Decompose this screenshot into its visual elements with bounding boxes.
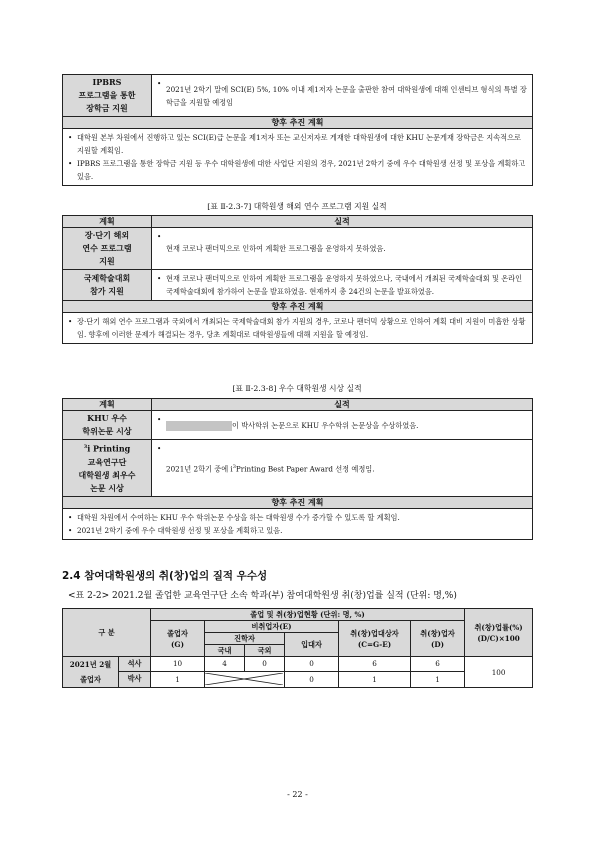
header-division: 구 분 xyxy=(63,609,151,657)
diagonal-cross xyxy=(205,673,283,685)
header-status: 졸업 및 취(창)업현황 (단위: 명, %) xyxy=(151,609,465,621)
row-label: $^3$i Printing 교육연구단 대학원생 최우수 논문 시상 xyxy=(63,440,152,497)
header-target: 취(창)업대상자 (C=G-E) xyxy=(339,621,411,657)
phd-label: 박사 xyxy=(119,671,151,687)
header-abroad: 국외 xyxy=(245,645,285,657)
master-target: 6 xyxy=(339,657,411,672)
row-group-label: 2021년 2월 졸업자 xyxy=(63,657,119,688)
plan-header: 향후 추진 계획 xyxy=(63,496,533,508)
row-content: • 2021년 2학기 중에 $i^3Printing$ Best Paper Award 선정 예정임. xyxy=(152,440,533,497)
row-content: • 현재 코로나 팬더믹으로 인하여 계획한 프로그램을 운영하지 못하였으나, 국내에서 개최된 국제학술대회 및 온라인 국제학술대회에 참가하여 논문을 발표하였음. 현재까지 총 24건의 논문을 발표하였음. xyxy=(152,270,533,301)
header-domestic: 국내 xyxy=(205,645,245,657)
redacted-name xyxy=(166,421,232,431)
employment-table xyxy=(62,608,533,688)
section-title: 2.4 참여대학원생의 취(창)업의 질적 우수성 xyxy=(62,570,268,582)
header-rate: 취(창)업률(%) (D/C)×100 xyxy=(465,609,533,657)
row-content: • 이 박사학위 논문으로 KHU 우수학위 논문상을 수상하였음. xyxy=(152,411,533,440)
phd-target: 1 xyxy=(339,671,411,687)
master-employed: 6 xyxy=(411,657,465,672)
header-employed: 취(창)업자 (D) xyxy=(411,621,465,657)
phd-further-crossed xyxy=(205,671,285,687)
phd-graduates: 1 xyxy=(151,671,205,687)
col-plan: 계획 xyxy=(63,399,152,411)
header-further: 진학자 xyxy=(205,633,285,645)
plan-content: • 대학원 본부 차원에서 진행하고 있는 SCI(E)급 논문을 제1저자 또는 교신저자로 게재한 대학원생에 대한 KHU 논문게재 장학금은 지속적으로 지원할 계획임. • IPBRS 프로그램을 통한 장학금 지원 등 우수 대학원생에 대한 사업단 지원의 경우, 2021년 2학기 중에 우수 대학원생 선정 및 포상을 계획하고 있음. xyxy=(63,129,533,186)
plan-header: 향후 추진 계획 xyxy=(63,117,533,129)
ipbrs-label: IPBRS 프로그램을 통한 장학금 지원 xyxy=(63,75,152,117)
row-content: • 현재 코로나 팬더믹으로 인하여 계획한 프로그램을 운영하지 못하였음. xyxy=(152,228,533,270)
master-label: 석사 xyxy=(119,657,151,672)
phd-enlisted: 0 xyxy=(285,671,339,687)
section-caption: <표 2-2> 2021.2월 졸업한 교육연구단 소속 학과(부) 참여대학원생 취(창)업률 실적 (단위: 명,%) xyxy=(68,591,457,601)
row-label: KHU 우수 학위논문 시상 xyxy=(63,411,152,440)
header-nontarget: 비취업자(E) xyxy=(205,621,339,633)
ipbrs-content: • 2021년 2학기 말에 SCI(E) 5%, 10% 이내 제1저자 논문을 출판한 참여 대학원생에 대해 인센티브 형식의 특별 장학금을 지원할 예정임 xyxy=(152,75,533,117)
plan-header: 향후 추진 계획 xyxy=(63,301,533,313)
master-abroad: 0 xyxy=(245,657,285,672)
master-graduates: 10 xyxy=(151,657,205,672)
master-enlisted: 0 xyxy=(285,657,339,672)
table-caption-2: [표 Ⅱ-2.3-8] 우수 대학원생 시상 실적 xyxy=(232,384,362,393)
phd-employed: 1 xyxy=(411,671,465,687)
table-caption-1: [표 Ⅱ-2.3-7] 대학원생 해외 연수 프로그램 지원 실적 xyxy=(207,202,387,211)
col-plan: 계획 xyxy=(63,216,152,228)
col-result: 실적 xyxy=(152,399,533,411)
header-enlisted: 입대자 xyxy=(285,633,339,657)
header-graduates: 졸업자 (G) xyxy=(151,621,205,657)
col-result: 실적 xyxy=(152,216,533,228)
employment-rate: 100 xyxy=(465,657,533,688)
row-label: 장·단기 해외 연수 프로그램 지원 xyxy=(63,228,152,270)
iprinting-label: $^3$i Printing xyxy=(83,443,131,454)
plan-content: • 장·단기 해외 연수 프로그램과 국외에서 개최되는 국제학술대회 참가 지원의 경우, 코로나 팬더믹 상황으로 인하여 계획 대비 지원이 미흡한 상황임. 향후에 이러한 문제가 해결되는 경우, 당초 계획대로 대학원생들에 대해 지원을 할 예정임. xyxy=(63,313,533,344)
master-domestic: 4 xyxy=(205,657,245,672)
page-number: - 22 - xyxy=(287,790,308,799)
plan-content: • 대학원 차원에서 수여하는 KHU 우수 학위논문 수상을 하는 대학원생 수가 증가할 수 있도록 할 계획임. • 2021년 2학기 중에 우수 대학원생 선정 및 포상을 계획하고 있음. xyxy=(63,508,533,539)
scholarship-table xyxy=(62,74,533,186)
award-table xyxy=(62,398,533,540)
overseas-program-table xyxy=(62,215,533,344)
row-label: 국제학술대회 참가 지원 xyxy=(63,270,152,301)
